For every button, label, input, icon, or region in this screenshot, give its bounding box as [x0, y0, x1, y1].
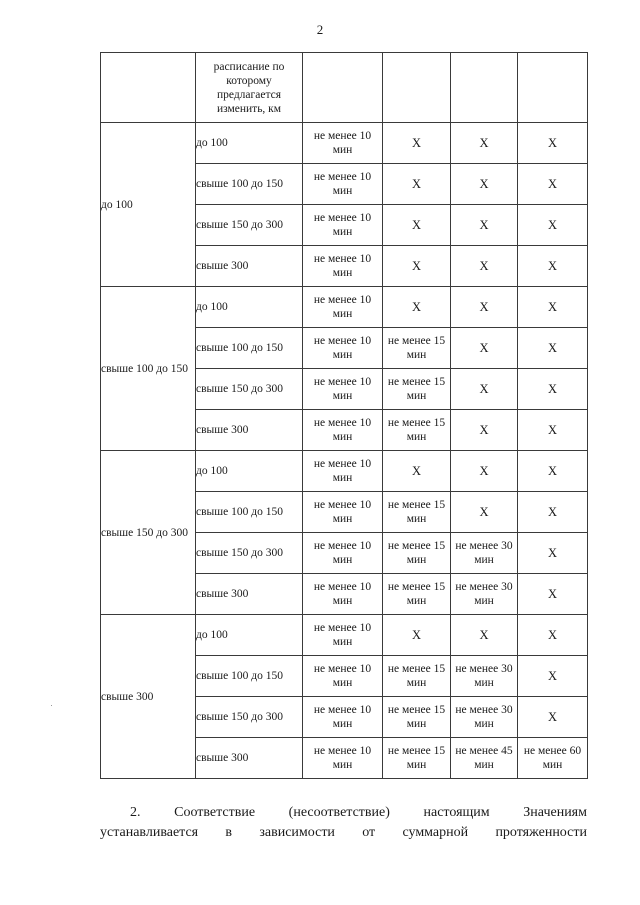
- group-label-cell: свыше 300: [101, 615, 196, 779]
- interval-cell: не менее 10 мин: [303, 205, 383, 246]
- interval-cell: не менее 10 мин: [303, 533, 383, 574]
- range-cell: свыше 150 до 300: [196, 369, 303, 410]
- table-row: [101, 287, 588, 328]
- paragraph-line-2: [100, 823, 587, 843]
- not-applicable-cell: X: [518, 656, 588, 697]
- interval-cell: не менее 30 мин: [451, 697, 518, 738]
- interval-cell: не менее 15 мин: [383, 328, 451, 369]
- not-applicable-cell: X: [518, 533, 588, 574]
- group-label-cell: до 100: [101, 123, 196, 287]
- not-applicable-cell: X: [383, 123, 451, 164]
- not-applicable-cell: X: [518, 492, 588, 533]
- not-applicable-cell: X: [451, 410, 518, 451]
- range-cell: свыше 300: [196, 246, 303, 287]
- interval-cell: не менее 15 мин: [383, 533, 451, 574]
- range-cell: свыше 100 до 150: [196, 656, 303, 697]
- paragraph-word: Соответствие: [174, 805, 256, 820]
- range-cell: свыше 300: [196, 410, 303, 451]
- interval-cell: не менее 10 мин: [303, 574, 383, 615]
- header-cell-schedule: расписание по которому предлагается изменить, км: [196, 53, 303, 123]
- not-applicable-cell: X: [518, 410, 588, 451]
- not-applicable-cell: X: [451, 246, 518, 287]
- not-applicable-cell: X: [451, 328, 518, 369]
- not-applicable-cell: X: [518, 205, 588, 246]
- interval-cell: не менее 10 мин: [303, 123, 383, 164]
- not-applicable-cell: X: [518, 615, 588, 656]
- interval-cell: не менее 30 мин: [451, 574, 518, 615]
- not-applicable-cell: X: [451, 451, 518, 492]
- not-applicable-cell: X: [518, 369, 588, 410]
- paragraph-word: от: [362, 825, 376, 840]
- not-applicable-cell: X: [518, 328, 588, 369]
- range-cell: до 100: [196, 123, 303, 164]
- page-number: 2: [316, 22, 324, 37]
- interval-cell: не менее 10 мин: [303, 615, 383, 656]
- not-applicable-cell: X: [383, 164, 451, 205]
- range-cell: свыше 300: [196, 738, 303, 779]
- interval-cell: не менее 15 мин: [383, 738, 451, 779]
- interval-cell: не менее 10 мин: [303, 697, 383, 738]
- interval-cell: не менее 15 мин: [383, 656, 451, 697]
- not-applicable-cell: X: [451, 369, 518, 410]
- paragraph-word: суммарной: [402, 825, 469, 840]
- header-cell-empty: [383, 53, 451, 123]
- range-cell: до 100: [196, 451, 303, 492]
- not-applicable-cell: X: [451, 123, 518, 164]
- interval-cell: не менее 10 мин: [303, 164, 383, 205]
- group-label-cell: свыше 150 до 300: [101, 451, 196, 615]
- paragraph-line-1: [100, 803, 587, 823]
- header-cell-empty: [101, 53, 196, 123]
- not-applicable-cell: X: [383, 615, 451, 656]
- paragraph-word: в: [225, 825, 233, 840]
- not-applicable-cell: X: [451, 205, 518, 246]
- range-cell: свыше 150 до 300: [196, 205, 303, 246]
- not-applicable-cell: X: [451, 615, 518, 656]
- interval-cell: не менее 15 мин: [383, 492, 451, 533]
- not-applicable-cell: X: [518, 287, 588, 328]
- table-header-row: [101, 53, 588, 123]
- interval-cell: не менее 15 мин: [383, 574, 451, 615]
- not-applicable-cell: X: [518, 164, 588, 205]
- not-applicable-cell: X: [518, 697, 588, 738]
- header-cell-empty: [518, 53, 588, 123]
- paragraph-word: настоящим: [423, 805, 490, 820]
- interval-cell: не менее 15 мин: [383, 369, 451, 410]
- interval-cell: не менее 10 мин: [303, 656, 383, 697]
- paragraph-word: 2.: [130, 805, 141, 820]
- not-applicable-cell: X: [383, 246, 451, 287]
- interval-cell: не менее 10 мин: [303, 369, 383, 410]
- not-applicable-cell: X: [383, 451, 451, 492]
- not-applicable-cell: X: [383, 287, 451, 328]
- paragraph-word: устанавливается: [100, 825, 199, 840]
- interval-cell: не менее 10 мин: [303, 410, 383, 451]
- interval-cell: не менее 10 мин: [303, 738, 383, 779]
- range-cell: свыше 300: [196, 574, 303, 615]
- header-cell-empty: [451, 53, 518, 123]
- interval-cell: не менее 30 мин: [451, 656, 518, 697]
- range-cell: свыше 150 до 300: [196, 697, 303, 738]
- interval-cell: не менее 60 мин: [518, 738, 588, 779]
- not-applicable-cell: X: [518, 246, 588, 287]
- paragraph-word: протяженности: [495, 825, 587, 840]
- table-row: [101, 451, 588, 492]
- not-applicable-cell: X: [518, 123, 588, 164]
- table-row: [101, 123, 588, 164]
- paragraph-word: зависимости: [259, 825, 335, 840]
- not-applicable-cell: X: [383, 205, 451, 246]
- range-cell: до 100: [196, 287, 303, 328]
- header-cell-empty: [303, 53, 383, 123]
- range-cell: свыше 150 до 300: [196, 533, 303, 574]
- interval-cell: не менее 15 мин: [383, 410, 451, 451]
- range-cell: свыше 100 до 150: [196, 492, 303, 533]
- range-cell: до 100: [196, 615, 303, 656]
- paragraph-word: Значениям: [523, 805, 587, 820]
- interval-cell: не менее 15 мин: [383, 697, 451, 738]
- interval-cell: не менее 10 мин: [303, 287, 383, 328]
- range-cell: свыше 100 до 150: [196, 328, 303, 369]
- paragraph-word: (несоответствие): [288, 805, 390, 820]
- interval-cell: не менее 45 мин: [451, 738, 518, 779]
- interval-cell: не менее 10 мин: [303, 492, 383, 533]
- scan-speck: [51, 705, 52, 706]
- not-applicable-cell: X: [518, 451, 588, 492]
- group-label-cell: свыше 100 до 150: [101, 287, 196, 451]
- not-applicable-cell: X: [518, 574, 588, 615]
- not-applicable-cell: X: [451, 492, 518, 533]
- not-applicable-cell: X: [451, 287, 518, 328]
- interval-cell: не менее 10 мин: [303, 328, 383, 369]
- table-row: [101, 615, 588, 656]
- schedule-table: [100, 52, 588, 779]
- interval-cell: не менее 10 мин: [303, 246, 383, 287]
- interval-cell: не менее 30 мин: [451, 533, 518, 574]
- range-cell: свыше 100 до 150: [196, 164, 303, 205]
- not-applicable-cell: X: [451, 164, 518, 205]
- interval-cell: не менее 10 мин: [303, 451, 383, 492]
